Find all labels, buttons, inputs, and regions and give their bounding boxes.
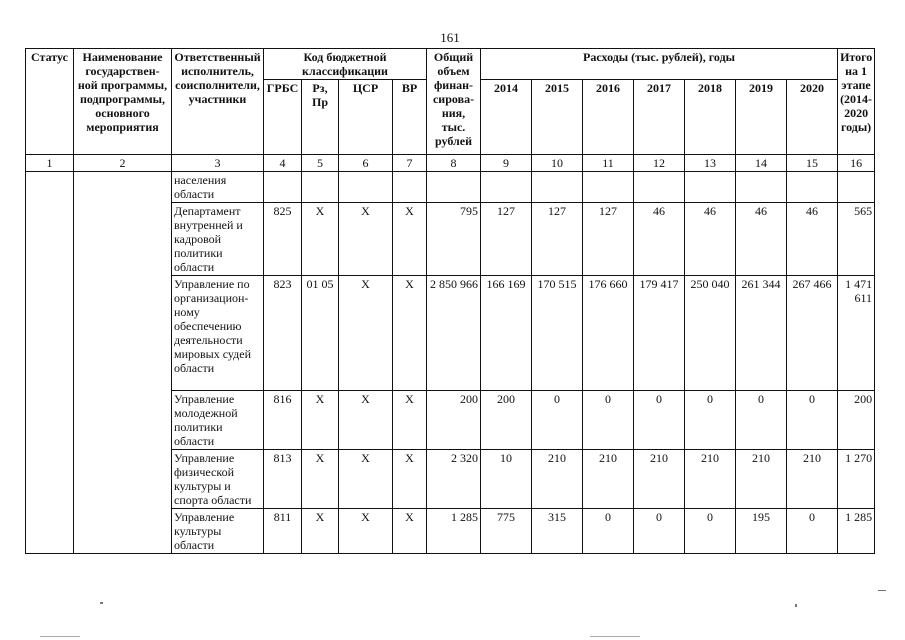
- rzpr-cell: Х: [302, 509, 339, 554]
- executor-cell: населения области: [172, 172, 264, 203]
- header-year-2017: 2017: [634, 80, 685, 155]
- column-number: 9: [481, 155, 532, 172]
- year-2018-cell: 210: [685, 450, 736, 509]
- year-2018-cell: 0: [685, 391, 736, 450]
- total-cell: 2 320: [427, 450, 481, 509]
- csr-cell: [339, 172, 393, 203]
- year-2017-cell: 0: [634, 509, 685, 554]
- column-number: 8: [427, 155, 481, 172]
- column-number: 14: [736, 155, 787, 172]
- header-expenses: Расходы (тыс. рублей), годы: [481, 49, 838, 80]
- column-number: 13: [685, 155, 736, 172]
- header-budget-code: Код бюджетной классификации: [264, 49, 427, 80]
- vr-cell: Х: [393, 276, 427, 391]
- scan-speck: [878, 590, 886, 591]
- year-2020-cell: 0: [787, 391, 838, 450]
- grbs-cell: 813: [264, 450, 302, 509]
- total-cell: 2 850 966: [427, 276, 481, 391]
- header-stage-total: Итого на 1 этапе (2014- 2020 годы): [838, 49, 875, 155]
- header-csr: ЦСР: [339, 80, 393, 155]
- year-2015-cell: 127: [532, 203, 583, 276]
- year-2018-cell: 46: [685, 203, 736, 276]
- csr-cell: Х: [339, 203, 393, 276]
- year-2020-cell: 46: [787, 203, 838, 276]
- budget-table: [25, 48, 875, 554]
- year-2015-cell: 170 515: [532, 276, 583, 391]
- header-vr: ВР: [393, 80, 427, 155]
- year-2014-cell: 10: [481, 450, 532, 509]
- year-2014-cell: [481, 172, 532, 203]
- year-2017-cell: 179 417: [634, 276, 685, 391]
- year-2015-cell: [532, 172, 583, 203]
- year-2018-cell: 250 040: [685, 276, 736, 391]
- rzpr-cell: [302, 172, 339, 203]
- grbs-cell: 811: [264, 509, 302, 554]
- column-number: 11: [583, 155, 634, 172]
- column-number: 16: [838, 155, 875, 172]
- executor-cell: Управление физической культуры и спорта области: [172, 450, 264, 509]
- year-2017-cell: 46: [634, 203, 685, 276]
- year-2019-cell: [736, 172, 787, 203]
- program-name-cell: [74, 172, 172, 554]
- year-2016-cell: 210: [583, 450, 634, 509]
- header-year-2019: 2019: [736, 80, 787, 155]
- header-program-name: Наименование государствен- ной программы, подпрограммы, основного мероприятия: [74, 49, 172, 155]
- year-2019-cell: 46: [736, 203, 787, 276]
- total-cell: [427, 172, 481, 203]
- vr-cell: Х: [393, 203, 427, 276]
- grbs-cell: 823: [264, 276, 302, 391]
- stage-total-cell: 200: [838, 391, 875, 450]
- year-2018-cell: 0: [685, 509, 736, 554]
- header-year-2014: 2014: [481, 80, 532, 155]
- year-2016-cell: 0: [583, 391, 634, 450]
- vr-cell: Х: [393, 509, 427, 554]
- year-2017-cell: [634, 172, 685, 203]
- stage-total-cell: 565: [838, 203, 875, 276]
- column-number: 7: [393, 155, 427, 172]
- stage-total-cell: 1 471 611: [838, 276, 875, 391]
- year-2019-cell: 195: [736, 509, 787, 554]
- status-cell: [26, 172, 74, 554]
- scan-speck: [590, 636, 640, 637]
- year-2020-cell: 267 466: [787, 276, 838, 391]
- column-number: 4: [264, 155, 302, 172]
- year-2017-cell: 210: [634, 450, 685, 509]
- year-2015-cell: 0: [532, 391, 583, 450]
- rzpr-cell: 01 05: [302, 276, 339, 391]
- rzpr-cell: Х: [302, 203, 339, 276]
- scan-speck: [795, 604, 797, 607]
- header-total-volume: Общий объем финан- сирова- ния, тыс. рублей: [427, 49, 481, 155]
- year-2019-cell: 261 344: [736, 276, 787, 391]
- header-year-2015: 2015: [532, 80, 583, 155]
- executor-cell: Управление молодежной политики области: [172, 391, 264, 450]
- scan-speck: [100, 602, 103, 604]
- year-2014-cell: 166 169: [481, 276, 532, 391]
- column-number: 1: [26, 155, 74, 172]
- stage-total-cell: 1 270: [838, 450, 875, 509]
- year-2015-cell: 315: [532, 509, 583, 554]
- rzpr-cell: Х: [302, 450, 339, 509]
- year-2020-cell: [787, 172, 838, 203]
- vr-cell: Х: [393, 391, 427, 450]
- vr-cell: [393, 172, 427, 203]
- grbs-cell: 816: [264, 391, 302, 450]
- header-year-2016: 2016: [583, 80, 634, 155]
- total-cell: 1 285: [427, 509, 481, 554]
- csr-cell: Х: [339, 391, 393, 450]
- rzpr-cell: Х: [302, 391, 339, 450]
- column-number: 15: [787, 155, 838, 172]
- year-2020-cell: 0: [787, 509, 838, 554]
- year-2015-cell: 210: [532, 450, 583, 509]
- header-rzpr: Рз, Пр: [302, 80, 339, 155]
- year-2019-cell: 0: [736, 391, 787, 450]
- year-2014-cell: 775: [481, 509, 532, 554]
- year-2020-cell: 210: [787, 450, 838, 509]
- year-2014-cell: 127: [481, 203, 532, 276]
- grbs-cell: [264, 172, 302, 203]
- header-row-top: [26, 49, 875, 80]
- csr-cell: Х: [339, 509, 393, 554]
- scan-speck: [40, 636, 80, 637]
- year-2014-cell: 200: [481, 391, 532, 450]
- header-year-2020: 2020: [787, 80, 838, 155]
- column-number: 2: [74, 155, 172, 172]
- year-2016-cell: 127: [583, 203, 634, 276]
- column-number: 12: [634, 155, 685, 172]
- header-year-2018: 2018: [685, 80, 736, 155]
- table-row: [26, 172, 875, 203]
- total-cell: 200: [427, 391, 481, 450]
- header-status: Статус: [26, 49, 74, 155]
- year-2017-cell: 0: [634, 391, 685, 450]
- csr-cell: Х: [339, 450, 393, 509]
- column-number: 6: [339, 155, 393, 172]
- column-number-row: [26, 155, 875, 172]
- vr-cell: Х: [393, 450, 427, 509]
- column-number: 10: [532, 155, 583, 172]
- year-2016-cell: 176 660: [583, 276, 634, 391]
- header-grbs: ГРБС: [264, 80, 302, 155]
- year-2016-cell: [583, 172, 634, 203]
- executor-cell: Департамент внутренней и кадровой политики области: [172, 203, 264, 276]
- year-2019-cell: 210: [736, 450, 787, 509]
- csr-cell: Х: [339, 276, 393, 391]
- page-number: 161: [440, 30, 460, 45]
- total-cell: 795: [427, 203, 481, 276]
- stage-total-cell: [838, 172, 875, 203]
- stage-total-cell: 1 285: [838, 509, 875, 554]
- grbs-cell: 825: [264, 203, 302, 276]
- column-number: 3: [172, 155, 264, 172]
- column-number: 5: [302, 155, 339, 172]
- year-2016-cell: 0: [583, 509, 634, 554]
- year-2018-cell: [685, 172, 736, 203]
- header-executor: Ответственный исполнитель, соисполнители, участники: [172, 49, 264, 155]
- executor-cell: Управление культуры области: [172, 509, 264, 554]
- executor-cell: Управление по организацион- ному обеспечению деятельности мировых судей области: [172, 276, 264, 391]
